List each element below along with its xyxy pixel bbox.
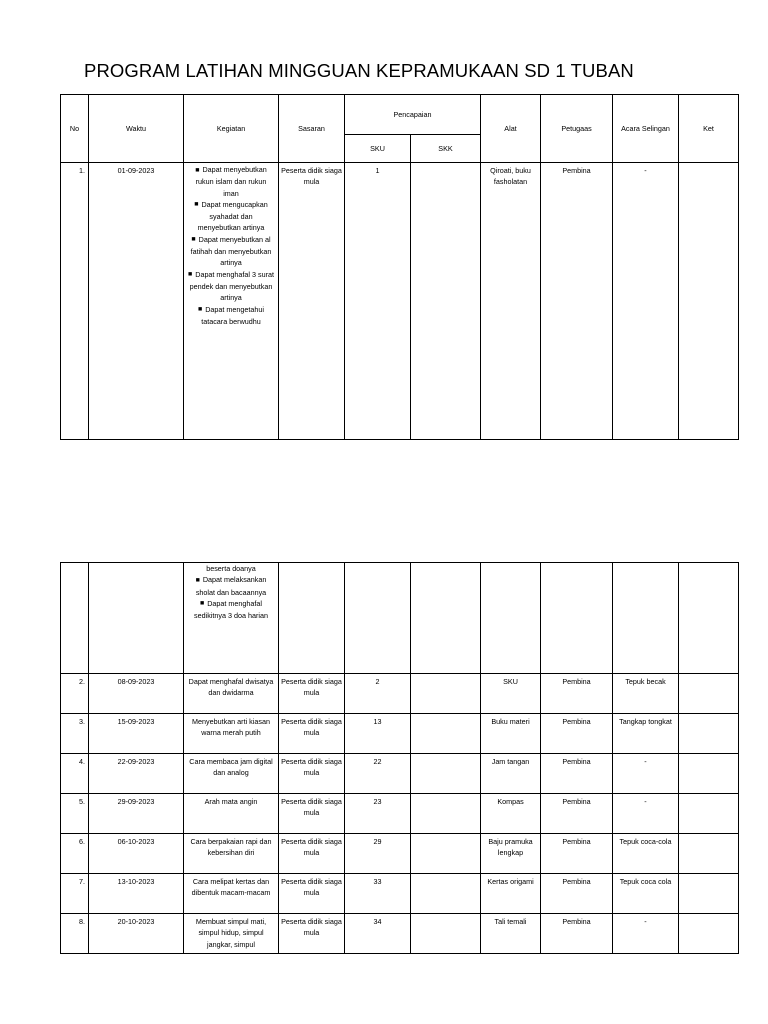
cell-sasaran: Peserta didik siaga mula <box>279 674 345 714</box>
cell-kegiatan: Cara berpakaian rapi dan kebersihan diri <box>184 834 279 874</box>
cell-sku: 34 <box>345 914 411 954</box>
cell-no: 1. <box>61 163 89 440</box>
cell-kegiatan: Arah mata angin <box>184 794 279 834</box>
cell-petugas: Pembina <box>541 714 613 754</box>
kegiatan-item-text: Dapat menyebutkan rukun islam dan rukun iman <box>195 165 267 198</box>
cell-sasaran: Peserta didik siaga mula <box>279 834 345 874</box>
cell-acara-selingan <box>613 563 679 674</box>
cell-no: 2. <box>61 674 89 714</box>
kegiatan-item-text: Dapat mengucapkan syahadat dan menyebutkan artinya <box>197 199 268 233</box>
cell-acara-selingan: - <box>613 754 679 794</box>
cell-skk <box>411 674 481 714</box>
cell-skk <box>411 754 481 794</box>
header-waktu: Waktu <box>89 95 184 163</box>
header-petugas: Petugaas <box>541 95 613 163</box>
table-row <box>61 874 739 914</box>
cell-sku: 29 <box>345 834 411 874</box>
cell-ket <box>679 874 739 914</box>
cell-skk <box>411 834 481 874</box>
cell-alat: Jam tangan <box>481 754 541 794</box>
table-row <box>61 674 739 714</box>
cell-waktu: 20-10-2023 <box>89 914 184 954</box>
cell-no: 6. <box>61 834 89 874</box>
cell-waktu: 29-09-2023 <box>89 794 184 834</box>
cell-kegiatan: Menyebutkan arti kiasan warna merah putih <box>184 714 279 754</box>
cell-acara-selingan: - <box>613 794 679 834</box>
cell-ket <box>679 163 739 440</box>
header-sku: SKU <box>345 135 411 163</box>
cell-alat: Buku materi <box>481 714 541 754</box>
cell-kegiatan <box>184 163 279 440</box>
bullet-icon: ■ <box>188 271 193 279</box>
cell-waktu <box>89 563 184 674</box>
bullet-icon: ■ <box>194 201 199 209</box>
cell-petugas: Pembina <box>541 674 613 714</box>
cell-kegiatan <box>184 563 279 674</box>
cell-kegiatan: Cara membaca jam digital dan analog <box>184 754 279 794</box>
cell-acara-selingan: - <box>613 163 679 440</box>
cell-alat: SKU <box>481 674 541 714</box>
cell-alat: Kompas <box>481 794 541 834</box>
cell-sasaran: Peserta didik siaga mula <box>279 794 345 834</box>
cell-no: 7. <box>61 874 89 914</box>
cell-alat: Baju pramuka lengkap <box>481 834 541 874</box>
cell-no: 4. <box>61 754 89 794</box>
cell-ket <box>679 794 739 834</box>
kegiatan-continuation-text: beserta doanya <box>206 564 256 573</box>
header-skk: SKK <box>411 135 481 163</box>
cell-sku <box>345 563 411 674</box>
bullet-icon: ■ <box>195 166 200 174</box>
kegiatan-item-text: Dapat menghafal 3 surat pendek dan menyebutkan artinya <box>189 269 274 303</box>
cell-acara-selingan: Tangkap tongkat <box>613 714 679 754</box>
header-no: No <box>61 95 89 163</box>
table-row <box>61 714 739 754</box>
table-row <box>61 834 739 874</box>
cell-petugas <box>541 563 613 674</box>
cell-alat: Kertas origami <box>481 874 541 914</box>
cell-petugas: Pembina <box>541 754 613 794</box>
bullet-icon: ■ <box>191 236 196 244</box>
cell-skk <box>411 874 481 914</box>
cell-ket <box>679 714 739 754</box>
cell-petugas: Pembina <box>541 163 613 440</box>
cell-waktu: 06-10-2023 <box>89 834 184 874</box>
cell-sku: 2 <box>345 674 411 714</box>
cell-no: 3. <box>61 714 89 754</box>
kegiatan-item-text: Dapat mengetahui tatacara berwudhu <box>201 304 264 326</box>
cell-acara-selingan: Tepuk coca cola <box>613 874 679 914</box>
cell-sasaran: Peserta didik siaga mula <box>279 874 345 914</box>
cell-ket <box>679 754 739 794</box>
cell-kegiatan: Membuat simpul mati, simpul hidup, simpul jangkar, simpul <box>184 914 279 954</box>
kegiatan-item-text: Dapat menghafal sedikitnya 3 doa harian <box>194 598 268 621</box>
cell-waktu: 22-09-2023 <box>89 754 184 794</box>
header-pencapaian: Pencapaian <box>345 95 481 135</box>
cell-alat <box>481 563 541 674</box>
header-ket: Ket <box>679 95 739 163</box>
cell-ket <box>679 674 739 714</box>
cell-ket <box>679 914 739 954</box>
cell-sku: 22 <box>345 754 411 794</box>
bullet-icon: ■ <box>195 576 200 584</box>
bullet-icon: ■ <box>198 306 203 314</box>
header-alat: Alat <box>481 95 541 163</box>
cell-sku: 1 <box>345 163 411 440</box>
cell-acara-selingan: Tepuk becak <box>613 674 679 714</box>
kegiatan-item <box>188 234 274 269</box>
table-row <box>61 794 739 834</box>
cell-skk <box>411 563 481 674</box>
kegiatan-item <box>188 304 274 328</box>
page-title: PROGRAM LATIHAN MINGGUAN KEPRAMUKAAN SD 1 TUBAN <box>84 60 634 81</box>
kegiatan-item <box>188 164 274 199</box>
table-row <box>61 914 739 954</box>
kegiatan-item-text: Dapat melaksankan sholat dan bacaannya <box>195 575 267 597</box>
cell-skk <box>411 163 481 440</box>
cell-petugas: Pembina <box>541 914 613 954</box>
kegiatan-item <box>188 199 274 234</box>
cell-sasaran: Peserta didik siaga mula <box>279 754 345 794</box>
kegiatan-list <box>184 574 278 621</box>
header-acara-selingan: Acara Selingan <box>613 95 679 163</box>
table-row <box>61 163 739 440</box>
kegiatan-list <box>184 163 278 327</box>
cell-no: 8. <box>61 914 89 954</box>
cell-no <box>61 563 89 674</box>
cell-waktu: 08-09-2023 <box>89 674 184 714</box>
cell-ket <box>679 563 739 674</box>
cell-sasaran: Peserta didik siaga mula <box>279 714 345 754</box>
kegiatan-item <box>188 269 274 304</box>
schedule-table-page-2 <box>60 562 739 954</box>
table-row-continuation <box>61 563 739 674</box>
cell-petugas: Pembina <box>541 834 613 874</box>
cell-waktu: 01-09-2023 <box>89 163 184 440</box>
table-row <box>61 754 739 794</box>
cell-sku: 33 <box>345 874 411 914</box>
cell-petugas: Pembina <box>541 874 613 914</box>
cell-waktu: 13-10-2023 <box>89 874 184 914</box>
cell-skk <box>411 794 481 834</box>
cell-kegiatan: Cara melipat kertas dan dibentuk macam-macam <box>184 874 279 914</box>
cell-petugas: Pembina <box>541 794 613 834</box>
cell-waktu: 15-09-2023 <box>89 714 184 754</box>
cell-kegiatan: Dapat menghafal dwisatya dan dwidarma <box>184 674 279 714</box>
cell-no: 5. <box>61 794 89 834</box>
cell-alat: Qiroati, buku fasholatan <box>481 163 541 440</box>
cell-acara-selingan: Tepuk coca-cola <box>613 834 679 874</box>
cell-skk <box>411 914 481 954</box>
kegiatan-item <box>188 574 274 598</box>
cell-acara-selingan: - <box>613 914 679 954</box>
cell-sasaran: Peserta didik siaga mula <box>279 914 345 954</box>
cell-ket <box>679 834 739 874</box>
cell-sku: 13 <box>345 714 411 754</box>
cell-sku: 23 <box>345 794 411 834</box>
cell-alat: Tali temali <box>481 914 541 954</box>
cell-sasaran <box>279 563 345 674</box>
schedule-table-page-1 <box>60 94 739 440</box>
cell-skk <box>411 714 481 754</box>
header-sasaran: Sasaran <box>279 95 345 163</box>
kegiatan-item-text: Dapat menyebutkan al fatihah dan menyebutkan artinya <box>190 234 272 268</box>
bullet-icon: ■ <box>200 600 205 608</box>
cell-sasaran: Peserta didik siaga mula <box>279 163 345 440</box>
kegiatan-item <box>188 598 274 622</box>
header-kegiatan: Kegiatan <box>184 95 279 163</box>
